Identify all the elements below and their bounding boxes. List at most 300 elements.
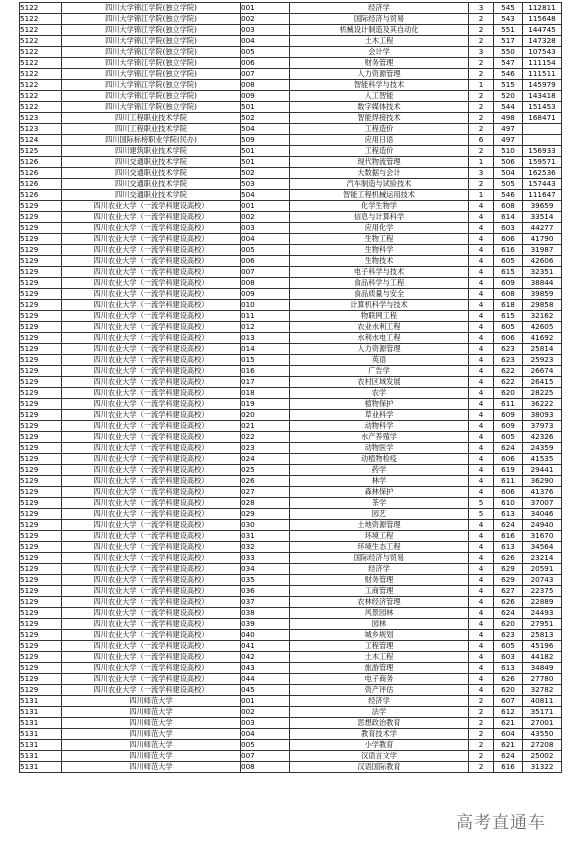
major-name-cell: 草业科学	[290, 410, 469, 421]
min-score-cell: 515	[494, 80, 523, 91]
min-rank-cell: 151453	[523, 102, 562, 113]
table-row	[20, 421, 562, 432]
major-code-cell: 030	[241, 520, 290, 531]
major-code-cell: 509	[241, 135, 290, 146]
major-code-cell: 003	[241, 718, 290, 729]
major-code-cell: 001	[241, 3, 290, 14]
table-body	[20, 3, 562, 773]
major-name-cell: 资产评估	[290, 685, 469, 696]
major-code-cell: 040	[241, 630, 290, 641]
table-row	[20, 289, 562, 300]
plan-count-cell: 2	[469, 707, 494, 718]
min-rank-cell: 36222	[523, 399, 562, 410]
school-name-cell: 四川大学锦江学院(独立学院)	[62, 58, 241, 69]
school-name-cell: 四川农业大学（一流学科建设高校）	[62, 388, 241, 399]
school-code-cell: 5131	[20, 740, 62, 751]
school-name-cell: 四川师范大学	[62, 740, 241, 751]
school-code-cell: 5131	[20, 696, 62, 707]
min-score-cell: 610	[494, 498, 523, 509]
plan-count-cell: 5	[469, 498, 494, 509]
school-code-cell: 5129	[20, 641, 62, 652]
major-name-cell: 园艺	[290, 509, 469, 520]
min-score-cell: 620	[494, 388, 523, 399]
table-row	[20, 443, 562, 454]
school-code-cell: 5129	[20, 366, 62, 377]
school-name-cell: 四川师范大学	[62, 696, 241, 707]
major-name-cell: 工程造价	[290, 124, 469, 135]
min-rank-cell: 34564	[523, 542, 562, 553]
min-score-cell: 629	[494, 575, 523, 586]
table-row	[20, 564, 562, 575]
major-code-cell: 017	[241, 377, 290, 388]
plan-count-cell: 3	[469, 3, 494, 14]
min-score-cell: 609	[494, 421, 523, 432]
major-name-cell: 经济学	[290, 564, 469, 575]
table-row	[20, 707, 562, 718]
major-name-cell: 财务管理	[290, 58, 469, 69]
major-name-cell: 应用化学	[290, 223, 469, 234]
school-code-cell: 5122	[20, 80, 62, 91]
school-name-cell: 四川师范大学	[62, 729, 241, 740]
table-row	[20, 190, 562, 201]
min-score-cell: 624	[494, 751, 523, 762]
major-name-cell: 人工智能	[290, 91, 469, 102]
major-name-cell: 大数据与会计	[290, 168, 469, 179]
table-row	[20, 542, 562, 553]
min-rank-cell	[523, 124, 562, 135]
major-name-cell: 会计学	[290, 47, 469, 58]
plan-count-cell: 4	[469, 322, 494, 333]
major-code-cell: 024	[241, 454, 290, 465]
major-name-cell: 广告学	[290, 366, 469, 377]
min-score-cell: 621	[494, 718, 523, 729]
min-rank-cell: 111511	[523, 69, 562, 80]
plan-count-cell: 4	[469, 531, 494, 542]
major-name-cell: 经济学	[290, 3, 469, 14]
min-score-cell: 613	[494, 509, 523, 520]
table-row	[20, 102, 562, 113]
major-name-cell: 土地资源管理	[290, 520, 469, 531]
plan-count-cell: 2	[469, 124, 494, 135]
major-code-cell: 008	[241, 278, 290, 289]
min-rank-cell: 24359	[523, 443, 562, 454]
school-name-cell: 四川农业大学（一流学科建设高校）	[62, 245, 241, 256]
table-row	[20, 113, 562, 124]
school-code-cell: 5129	[20, 311, 62, 322]
min-rank-cell: 39859	[523, 289, 562, 300]
school-name-cell: 四川交通职业技术学院	[62, 157, 241, 168]
major-code-cell: 007	[241, 69, 290, 80]
school-name-cell: 四川大学锦江学院(独立学院)	[62, 3, 241, 14]
min-score-cell: 613	[494, 663, 523, 674]
min-rank-cell: 111154	[523, 58, 562, 69]
table-row	[20, 80, 562, 91]
school-code-cell: 5122	[20, 36, 62, 47]
school-code-cell: 5129	[20, 520, 62, 531]
school-name-cell: 四川农业大学（一流学科建设高校）	[62, 619, 241, 630]
min-score-cell: 606	[494, 234, 523, 245]
major-code-cell: 028	[241, 498, 290, 509]
min-rank-cell: 45196	[523, 641, 562, 652]
min-rank-cell: 107543	[523, 47, 562, 58]
major-code-cell: 035	[241, 575, 290, 586]
major-code-cell: 041	[241, 641, 290, 652]
min-score-cell: 621	[494, 740, 523, 751]
school-name-cell: 四川交通职业技术学院	[62, 190, 241, 201]
min-rank-cell: 143418	[523, 91, 562, 102]
major-code-cell: 020	[241, 410, 290, 421]
school-code-cell: 5129	[20, 487, 62, 498]
min-rank-cell: 27780	[523, 674, 562, 685]
school-code-cell: 5129	[20, 531, 62, 542]
table-row	[20, 432, 562, 443]
plan-count-cell: 4	[469, 630, 494, 641]
table-row	[20, 652, 562, 663]
min-rank-cell: 20743	[523, 575, 562, 586]
major-name-cell: 人力资源管理	[290, 344, 469, 355]
plan-count-cell: 4	[469, 674, 494, 685]
school-code-cell: 5129	[20, 564, 62, 575]
major-name-cell: 化学生物学	[290, 201, 469, 212]
min-rank-cell: 44277	[523, 223, 562, 234]
school-name-cell: 四川农业大学（一流学科建设高校）	[62, 498, 241, 509]
plan-count-cell: 4	[469, 366, 494, 377]
plan-count-cell: 4	[469, 564, 494, 575]
min-score-cell: 627	[494, 586, 523, 597]
plan-count-cell: 4	[469, 641, 494, 652]
min-rank-cell: 44182	[523, 652, 562, 663]
major-name-cell: 机械设计制造及其自动化	[290, 25, 469, 36]
major-code-cell: 012	[241, 322, 290, 333]
table-row	[20, 487, 562, 498]
school-code-cell: 5129	[20, 476, 62, 487]
min-score-cell: 605	[494, 322, 523, 333]
table-row	[20, 322, 562, 333]
min-score-cell: 603	[494, 223, 523, 234]
school-code-cell: 5126	[20, 179, 62, 190]
major-code-cell: 008	[241, 762, 290, 773]
plan-count-cell: 4	[469, 432, 494, 443]
school-code-cell: 5129	[20, 399, 62, 410]
major-name-cell: 土木工程	[290, 36, 469, 47]
school-code-cell: 5122	[20, 91, 62, 102]
major-code-cell: 015	[241, 355, 290, 366]
school-name-cell: 四川大学锦江学院(独立学院)	[62, 47, 241, 58]
plan-count-cell: 1	[469, 80, 494, 91]
school-name-cell: 四川农业大学（一流学科建设高校）	[62, 443, 241, 454]
min-rank-cell: 43550	[523, 729, 562, 740]
plan-count-cell: 4	[469, 201, 494, 212]
major-name-cell: 电子科学与技术	[290, 267, 469, 278]
school-name-cell: 四川师范大学	[62, 751, 241, 762]
major-code-cell: 005	[241, 245, 290, 256]
major-code-cell: 042	[241, 652, 290, 663]
school-name-cell: 四川农业大学（一流学科建设高校）	[62, 542, 241, 553]
plan-count-cell: 4	[469, 388, 494, 399]
school-name-cell: 四川农业大学（一流学科建设高校）	[62, 399, 241, 410]
table-row	[20, 36, 562, 47]
major-code-cell: 003	[241, 25, 290, 36]
major-name-cell: 英语	[290, 355, 469, 366]
school-code-cell: 5129	[20, 685, 62, 696]
major-name-cell: 水利水电工程	[290, 333, 469, 344]
school-name-cell: 四川农业大学（一流学科建设高校）	[62, 223, 241, 234]
major-name-cell: 经济学	[290, 696, 469, 707]
school-code-cell: 5129	[20, 575, 62, 586]
major-code-cell: 503	[241, 179, 290, 190]
major-code-cell: 002	[241, 707, 290, 718]
school-name-cell: 四川农业大学（一流学科建设高校）	[62, 630, 241, 641]
min-rank-cell: 32351	[523, 267, 562, 278]
school-code-cell: 5129	[20, 256, 62, 267]
plan-count-cell: 2	[469, 179, 494, 190]
min-score-cell: 614	[494, 212, 523, 223]
plan-count-cell: 4	[469, 377, 494, 388]
table-row	[20, 25, 562, 36]
school-name-cell: 四川农业大学（一流学科建设高校）	[62, 267, 241, 278]
plan-count-cell: 2	[469, 113, 494, 124]
min-rank-cell: 26415	[523, 377, 562, 388]
school-name-cell: 四川交通职业技术学院	[62, 179, 241, 190]
table-row	[20, 575, 562, 586]
plan-count-cell: 2	[469, 14, 494, 25]
table-row	[20, 212, 562, 223]
plan-count-cell: 2	[469, 740, 494, 751]
plan-count-cell: 4	[469, 542, 494, 553]
min-score-cell: 547	[494, 58, 523, 69]
table-row	[20, 476, 562, 487]
table-row	[20, 608, 562, 619]
school-code-cell: 5129	[20, 355, 62, 366]
min-score-cell: 626	[494, 553, 523, 564]
min-rank-cell: 35171	[523, 707, 562, 718]
school-code-cell: 5129	[20, 267, 62, 278]
major-code-cell: 018	[241, 388, 290, 399]
min-rank-cell: 38844	[523, 278, 562, 289]
table-row	[20, 641, 562, 652]
plan-count-cell: 4	[469, 608, 494, 619]
school-code-cell: 5123	[20, 124, 62, 135]
table-row	[20, 729, 562, 740]
major-code-cell: 501	[241, 102, 290, 113]
school-code-cell: 5129	[20, 333, 62, 344]
major-name-cell: 法学	[290, 707, 469, 718]
major-code-cell: 031	[241, 531, 290, 542]
school-name-cell: 四川农业大学（一流学科建设高校）	[62, 421, 241, 432]
min-score-cell: 615	[494, 311, 523, 322]
min-score-cell: 546	[494, 69, 523, 80]
major-name-cell: 生物科学	[290, 245, 469, 256]
major-code-cell: 034	[241, 564, 290, 575]
min-score-cell: 622	[494, 377, 523, 388]
table-row	[20, 377, 562, 388]
major-code-cell: 502	[241, 113, 290, 124]
min-score-cell: 517	[494, 36, 523, 47]
major-name-cell: 财务管理	[290, 575, 469, 586]
min-score-cell: 550	[494, 47, 523, 58]
major-name-cell: 电子商务	[290, 674, 469, 685]
min-score-cell: 616	[494, 245, 523, 256]
school-code-cell: 5129	[20, 212, 62, 223]
major-code-cell: 504	[241, 124, 290, 135]
min-score-cell: 623	[494, 355, 523, 366]
table-row	[20, 168, 562, 179]
min-score-cell: 620	[494, 619, 523, 630]
watermark: 高考直通车	[456, 813, 546, 833]
school-code-cell: 5129	[20, 443, 62, 454]
school-code-cell: 5129	[20, 344, 62, 355]
min-rank-cell: 157443	[523, 179, 562, 190]
school-code-cell: 5126	[20, 157, 62, 168]
major-name-cell: 环境工程	[290, 531, 469, 542]
school-name-cell: 四川农业大学（一流学科建设高校）	[62, 454, 241, 465]
table-row	[20, 674, 562, 685]
school-name-cell: 四川农业大学（一流学科建设高校）	[62, 212, 241, 223]
min-score-cell: 616	[494, 762, 523, 773]
min-rank-cell: 41790	[523, 234, 562, 245]
major-name-cell: 汽车制造与试验技术	[290, 179, 469, 190]
major-code-cell: 014	[241, 344, 290, 355]
min-rank-cell: 32162	[523, 311, 562, 322]
school-code-cell: 5129	[20, 663, 62, 674]
plan-count-cell: 4	[469, 245, 494, 256]
major-name-cell: 农村区域发展	[290, 377, 469, 388]
major-name-cell: 农林经济管理	[290, 597, 469, 608]
min-score-cell: 506	[494, 157, 523, 168]
major-name-cell: 国际经济与贸易	[290, 14, 469, 25]
major-code-cell: 016	[241, 366, 290, 377]
table-row	[20, 58, 562, 69]
school-code-cell: 5131	[20, 751, 62, 762]
plan-count-cell: 4	[469, 465, 494, 476]
school-name-cell: 四川农业大学（一流学科建设高校）	[62, 575, 241, 586]
min-rank-cell: 162536	[523, 168, 562, 179]
table-row	[20, 124, 562, 135]
major-name-cell: 汉语言文学	[290, 751, 469, 762]
major-code-cell: 004	[241, 234, 290, 245]
major-name-cell: 现代物流管理	[290, 157, 469, 168]
major-name-cell: 林学	[290, 476, 469, 487]
school-code-cell: 5123	[20, 113, 62, 124]
min-rank-cell: 168471	[523, 113, 562, 124]
table-row	[20, 157, 562, 168]
min-score-cell: 498	[494, 113, 523, 124]
major-code-cell: 007	[241, 751, 290, 762]
plan-count-cell: 2	[469, 762, 494, 773]
school-code-cell: 5124	[20, 135, 62, 146]
school-name-cell: 四川农业大学（一流学科建设高校）	[62, 201, 241, 212]
plan-count-cell: 4	[469, 311, 494, 322]
plan-count-cell: 1	[469, 157, 494, 168]
school-name-cell: 四川大学锦江学院(独立学院)	[62, 69, 241, 80]
major-name-cell: 农学	[290, 388, 469, 399]
major-code-cell: 019	[241, 399, 290, 410]
school-code-cell: 5129	[20, 322, 62, 333]
school-name-cell: 四川大学锦江学院(独立学院)	[62, 102, 241, 113]
min-score-cell: 622	[494, 366, 523, 377]
major-code-cell: 037	[241, 597, 290, 608]
min-score-cell: 629	[494, 564, 523, 575]
major-name-cell: 工商管理	[290, 586, 469, 597]
major-name-cell: 人力资源管理	[290, 69, 469, 80]
plan-count-cell: 6	[469, 135, 494, 146]
table-row	[20, 597, 562, 608]
school-code-cell: 5122	[20, 102, 62, 113]
min-rank-cell: 42605	[523, 322, 562, 333]
school-code-cell: 5129	[20, 652, 62, 663]
major-name-cell: 水产养殖学	[290, 432, 469, 443]
plan-count-cell: 4	[469, 300, 494, 311]
major-name-cell: 药学	[290, 465, 469, 476]
min-rank-cell: 25814	[523, 344, 562, 355]
min-score-cell: 546	[494, 190, 523, 201]
school-code-cell: 5122	[20, 47, 62, 58]
major-code-cell: 013	[241, 333, 290, 344]
plan-count-cell: 2	[469, 729, 494, 740]
table-row	[20, 14, 562, 25]
major-code-cell: 002	[241, 14, 290, 25]
min-rank-cell: 42326	[523, 432, 562, 443]
major-code-cell: 001	[241, 696, 290, 707]
plan-count-cell: 4	[469, 289, 494, 300]
plan-count-cell: 4	[469, 234, 494, 245]
min-score-cell: 624	[494, 443, 523, 454]
min-rank-cell: 145979	[523, 80, 562, 91]
plan-count-cell: 2	[469, 91, 494, 102]
major-code-cell: 038	[241, 608, 290, 619]
school-code-cell: 5122	[20, 69, 62, 80]
table-row	[20, 410, 562, 421]
min-score-cell: 504	[494, 168, 523, 179]
major-name-cell: 环境生态工程	[290, 542, 469, 553]
plan-count-cell: 4	[469, 267, 494, 278]
table-row	[20, 531, 562, 542]
school-code-cell: 5129	[20, 377, 62, 388]
major-code-cell: 007	[241, 267, 290, 278]
major-name-cell: 计算机科学与技术	[290, 300, 469, 311]
min-rank-cell: 37973	[523, 421, 562, 432]
school-name-cell: 四川农业大学（一流学科建设高校）	[62, 311, 241, 322]
school-code-cell: 5129	[20, 509, 62, 520]
school-name-cell: 四川农业大学（一流学科建设高校）	[62, 410, 241, 421]
major-name-cell: 智能工程机械运用技术	[290, 190, 469, 201]
school-name-cell: 四川交通职业技术学院	[62, 168, 241, 179]
major-name-cell: 信息与计算科学	[290, 212, 469, 223]
school-code-cell: 5129	[20, 465, 62, 476]
min-score-cell: 618	[494, 300, 523, 311]
table-row	[20, 179, 562, 190]
major-name-cell: 智能科学与技术	[290, 80, 469, 91]
plan-count-cell: 4	[469, 663, 494, 674]
plan-count-cell: 4	[469, 212, 494, 223]
major-code-cell: 010	[241, 300, 290, 311]
min-score-cell: 615	[494, 267, 523, 278]
plan-count-cell: 4	[469, 256, 494, 267]
major-name-cell: 动物医学	[290, 443, 469, 454]
school-name-cell: 四川农业大学（一流学科建设高校）	[62, 256, 241, 267]
school-code-cell: 5122	[20, 14, 62, 25]
min-score-cell: 607	[494, 696, 523, 707]
plan-count-cell: 4	[469, 586, 494, 597]
table-row	[20, 454, 562, 465]
school-code-cell: 5129	[20, 630, 62, 641]
school-name-cell: 四川农业大学（一流学科建设高校）	[62, 652, 241, 663]
major-name-cell: 森林保护	[290, 487, 469, 498]
major-name-cell: 动植物检疫	[290, 454, 469, 465]
plan-count-cell: 2	[469, 69, 494, 80]
major-name-cell: 茶学	[290, 498, 469, 509]
school-code-cell: 5129	[20, 586, 62, 597]
